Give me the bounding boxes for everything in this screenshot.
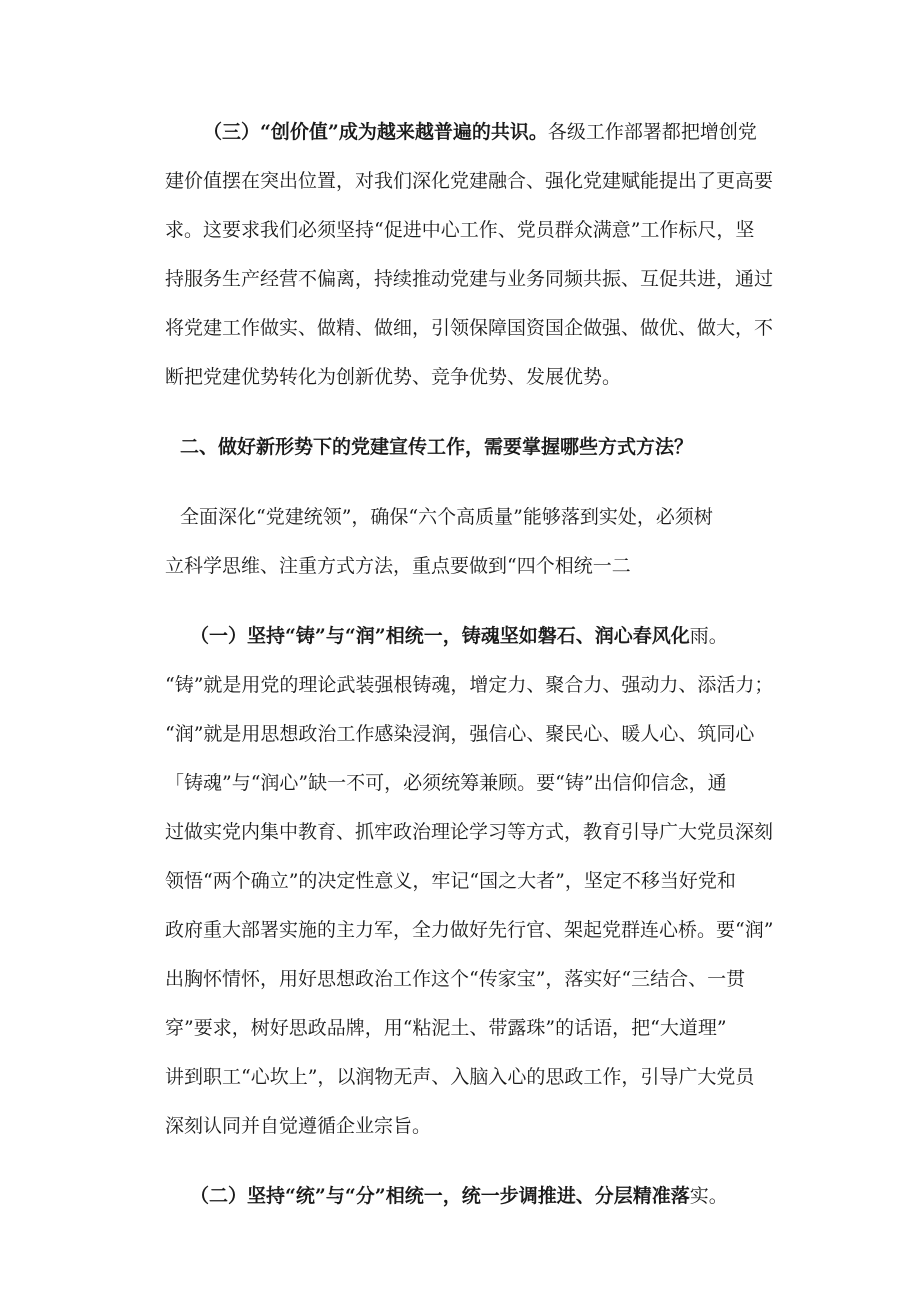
paragraph-line — [203, 119, 757, 145]
paragraph-line: 「铸魂”与“润心”缺一不可，必须统筹兼顾。要“铸”出信仰信念，通 — [165, 772, 727, 794]
paragraph-line: 将党建工作做实、做精、做细，引领保障国资国企做强、做优、做大，不 — [165, 317, 774, 339]
paragraph-line: 立科学思维、注重方式方法，重点要做到“四个相统一二 — [165, 555, 631, 577]
item-two-title: （二）坚持“统”与“分”相统一，统一步调推进、分层精准落 — [190, 1185, 690, 1207]
item-one-title-tail: 雨。 — [689, 625, 728, 647]
item-two-title-tail: 实。 — [689, 1185, 728, 1207]
paragraph-line: 求。这要求我们必须坚持“促进中心工作、党员群众满意”工作标尺，坚 — [165, 219, 755, 241]
paragraph-line: 讲到职工“心坎上”，以润物无声、入脑入心的思政工作，引导广大党员 — [165, 1066, 755, 1088]
paragraph-line: 领悟“两个确立”的决定性意义，牢记“国之大者”，坚定不移当好党和 — [165, 870, 736, 892]
paragraph-line: 全面深化“党建统领”，确保“六个高质量”能够落到实处，必须树 — [180, 506, 713, 528]
paragraph-line: 出胸怀情怀，用好思想政治工作这个“传家宝”，落实好“三结合、一贯 — [165, 968, 746, 990]
paragraph-line: “润”就是用思想政治工作感染浸润，强信心、聚民心、暖人心、筑同心 — [165, 723, 755, 745]
paragraph-line: 政府重大部署实施的主力军，全力做好先行官、架起党群连心桥。要“润” — [165, 919, 774, 941]
paragraph-line: 过做实党内集中教育、抓牢政治理论学习等方式，教育引导广大党员深刻 — [165, 821, 774, 843]
paragraph-line: 穿”要求，树好思政品牌，用“粘泥土、带露珠”的话语，把“大道理” — [165, 1017, 727, 1039]
paragraph-line: 深刻认同并自觉遵循企业宗旨。 — [165, 1115, 432, 1137]
item-one-title: （一）坚持“铸”与“润”相统一，铸魂坚如磐石、润心春风化 — [190, 625, 690, 647]
paragraph-line: “铸”就是用党的理论武装强根铸魂，增定力、聚合力、强动力、添活力； — [165, 674, 774, 696]
section-heading: 二、做好新形势下的党建宣传工作，需要掌握哪些方式方法？ — [180, 436, 694, 458]
paragraph-line — [190, 1183, 728, 1209]
paragraph-line: 建价值摆在突出位置，对我们深化党建融合、强化党建赋能提出了更高要 — [165, 170, 774, 192]
paragraph-line — [190, 623, 728, 649]
section-three-title: （三）“创价值”成为越来越普遍的共识。 — [203, 121, 548, 143]
paragraph-line: 断把党建优势转化为创新优势、竞争优势、发展优势。 — [165, 366, 622, 388]
section-three-text: 各级工作部署都把增创党 — [547, 121, 757, 143]
paragraph-line: 持服务生产经营不偏离，持续推动党建与业务同频共振、互促共进，通过 — [165, 268, 774, 290]
